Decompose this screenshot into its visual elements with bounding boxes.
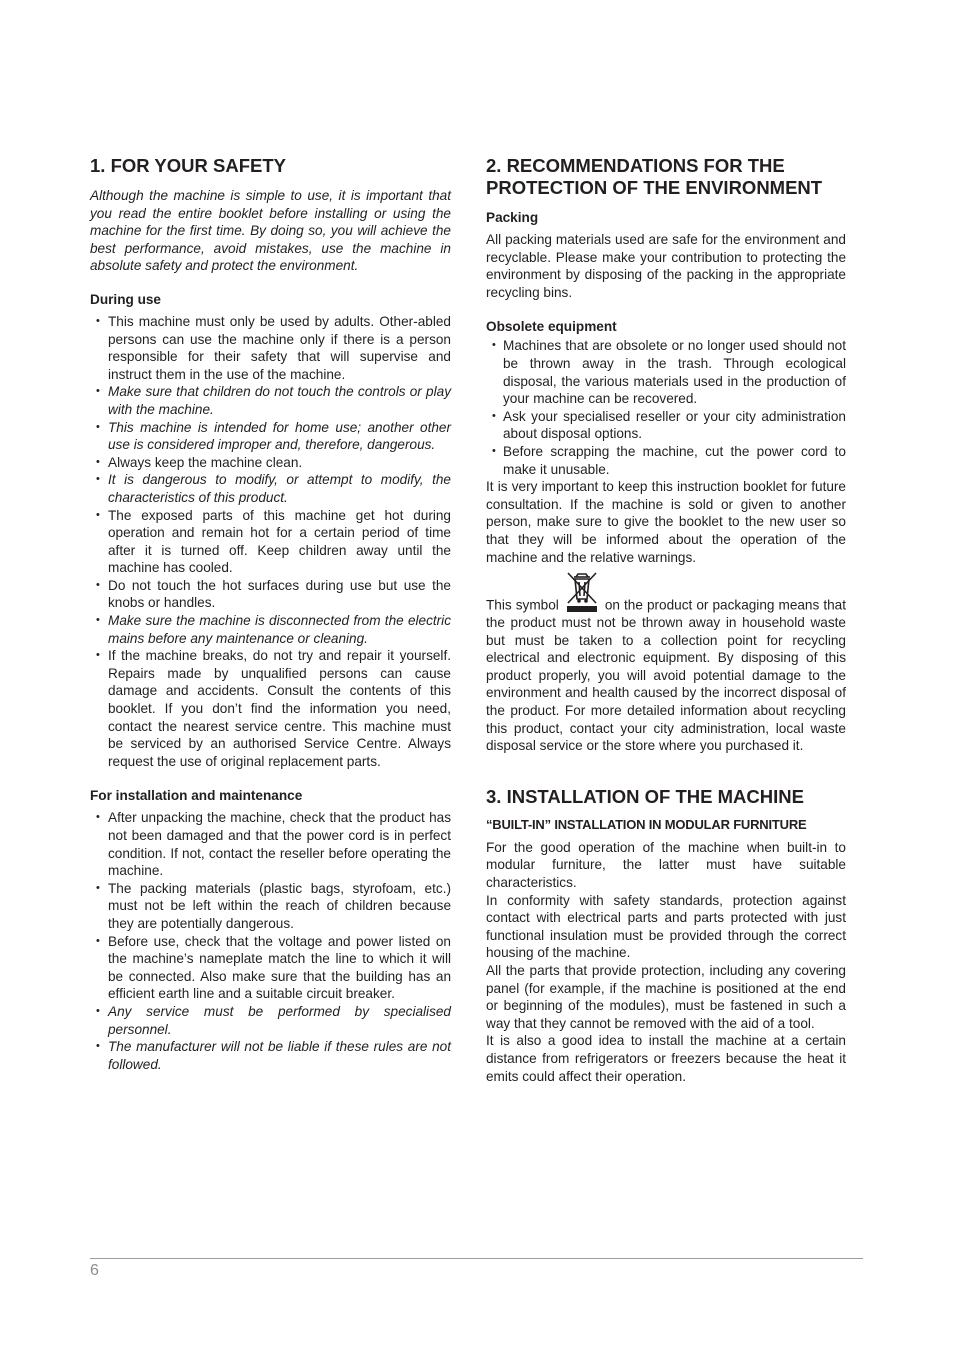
packing-title: Packing <box>486 210 539 225</box>
list-item: • Make sure the machine is disconnected from the electric mains before any maintenance or cleaning. <box>90 612 451 647</box>
list-item: • The exposed parts of this machine get hot during operation and remain hot for a certain period of time after it is turned off. Keep children away until the machine has cooled. <box>90 507 451 577</box>
safety-intro: Although the machine is simple to use, it is important that you read the entire booklet before installing or using the machine for the first time. By doing so, you will achieve the best performance, avoid mistakes, use the machine in absolute safety and protect the environment. <box>90 188 451 274</box>
page-number: 6 <box>90 1262 99 1279</box>
builtin-subheading: “BUILT-IN” INSTALLATION IN MODULAR FURNITURE <box>486 816 807 832</box>
list-item: • Make sure that children do not touch the controls or play with the machine. <box>90 383 451 418</box>
installation-maintenance-title: For installation and maintenance <box>90 788 303 804</box>
weee-paragraph <box>486 570 846 755</box>
installation-maintenance-list <box>90 809 451 1073</box>
list-item: • The manufacturer will not be liable if these rules are not followed. <box>90 1038 451 1073</box>
builtin-paragraph: For the good operation of the machine when built-in to modular furniture, the latter must have suitable characteristics. <box>486 839 846 891</box>
list-item: • Ask your specialised reseller or your city administration about disposal options. <box>486 408 846 443</box>
right-column <box>486 155 846 1085</box>
builtin-paragraph: It is also a good idea to install the machine at a certain distance from refrigerators or freezers because the heat it emits could affect their operation. <box>486 1033 846 1084</box>
environment-heading: 2. RECOMMENDATIONS FOR THE PROTECTION OF THE ENVIRONMENT <box>486 155 823 198</box>
list-item: • Before scrapping the machine, cut the power cord to make it unusable. <box>486 443 846 478</box>
list-item: • Do not touch the hot surfaces during use but use the knobs or handles. <box>90 577 451 612</box>
list-item: • Any service must be performed by specialised personnel. <box>90 1003 451 1038</box>
list-item: • After unpacking the machine, check that the product has not been damaged and that the power cord is in perfect condition. If not, contact the reseller before operating the machine. <box>90 809 451 879</box>
list-item: • Before use, check that the voltage and power listed on the machine’s nameplate match the line to which it will be connected. Also make sure that the building has an efficient earth line and a suitable circuit breaker. <box>90 933 451 1003</box>
during-use-title: During use <box>90 291 161 307</box>
builtin-paragraph: All the parts that provide protection, including any covering panel (for example, if the machine is positioned at the end or beginning of the modules), must be fastened in such a way that they cannot be removed with the aid of a tool. <box>486 963 846 1031</box>
booklet-keep-text: It is very important to keep this instruction booklet for future consultation. If the machine is sold or given to another person, make sure to give the booklet to the new user so that they will be informed about the operation of the machine and the relative warnings. <box>486 479 846 565</box>
packing-text: All packing materials used are safe for the environment and recyclable. Please make your contribution to protecting the environment by disposing of the packing in the appropriate recycling bins. <box>486 232 846 300</box>
safety-heading: 1. FOR YOUR SAFETY <box>90 155 286 176</box>
list-item: • Machines that are obsolete or no longer used should not be thrown away in the trash. Through ecological disposal, the various materials used in the production of your machine can be recovered. <box>486 337 846 407</box>
installation-heading: 3. INSTALLATION OF THE MACHINE <box>486 785 804 807</box>
list-item: • This machine must only be used by adults. Other-abled persons can use the machine only if there is a person responsible for their safety that will supervise and instruct them in the use of the machine. <box>90 313 451 383</box>
during-use-list <box>90 313 451 770</box>
builtin-paragraphs <box>486 839 846 1085</box>
list-item: • If the machine breaks, do not try and repair it yourself. Repairs made by unqualified persons can cause damage and accidents. Consult the contents of this booklet. If you don’t find the information you need, contact the nearest service centre. This machine must be serviced by an authorised Service Centre. Always request the use of original replacement parts. <box>90 647 451 770</box>
list-item: • The packing materials (plastic bags, styrofoam, etc.) must not be left within the reach of children because they are potentially dangerous. <box>90 880 451 933</box>
list-item: • It is dangerous to modify, or attempt to modify, the characteristics of this product. <box>90 471 451 506</box>
weee-text-after: on the product or packaging means that the product must not be thrown away in household waste but must be taken to a collection point for recycling electrical and electronic equipment. By disposing of this product properly, you will avoid potential damage to the environment and health caused by the incorrect disposal of the product. For more detailed information about recycling this product, contact your city administration, local waste disposal service or the store where you purchased it. <box>486 597 847 754</box>
footer-divider <box>90 1258 863 1259</box>
list-item: • This machine is intended for home use; another other use is considered improper and, therefore, dangerous. <box>90 419 451 454</box>
list-item: • Always keep the machine clean. <box>90 454 451 472</box>
left-column <box>90 155 451 1073</box>
obsolete-equipment-list <box>486 337 846 478</box>
weee-text-before: This symbol <box>486 597 559 613</box>
crossed-out-wheelie-bin-icon <box>565 570 599 614</box>
obsolete-equipment-title: Obsolete equipment <box>486 319 617 335</box>
builtin-paragraph: In conformity with safety standards, protection against contact with electrical parts and parts protected with just functional insulation must be provided through the correct housing of the machine. <box>486 892 846 961</box>
